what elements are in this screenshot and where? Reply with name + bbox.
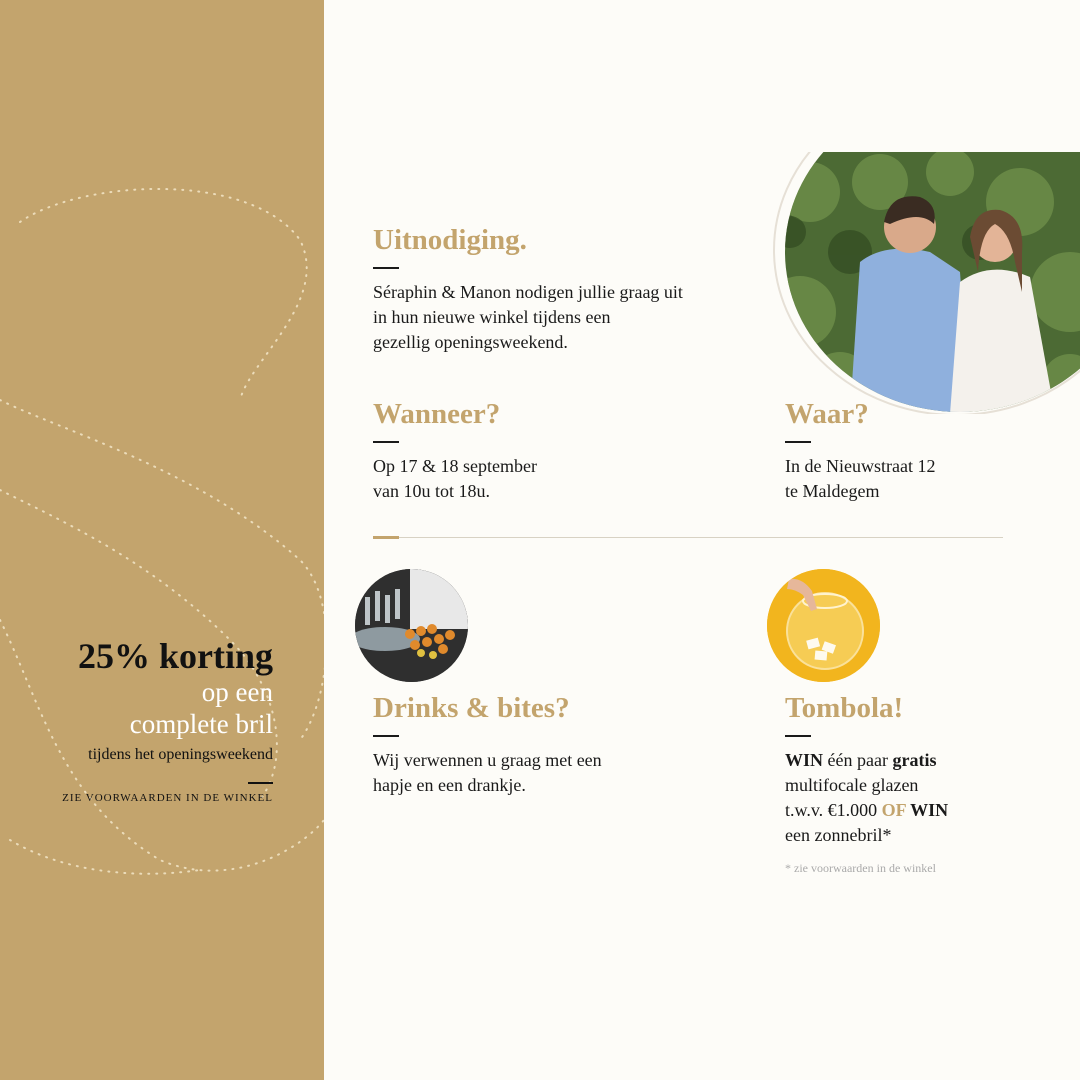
- when-dash: [373, 441, 399, 443]
- couple-photo-illustration: [770, 152, 1080, 414]
- conditions-note: ZIE VOORWAARDEN IN DE WINKEL: [62, 792, 273, 804]
- discount-line-1: op een: [201, 677, 273, 707]
- tombola-photo: [767, 569, 880, 682]
- section-divider: [373, 537, 1003, 538]
- tombola-title: Tombola!: [785, 692, 904, 724]
- drinks-title: Drinks & bites?: [373, 692, 570, 724]
- or-label: OF: [881, 800, 906, 820]
- discount-promo: [62, 636, 273, 804]
- win-label: WIN: [785, 750, 824, 770]
- where-title: Waar?: [785, 398, 869, 430]
- discount-line-3: tijdens het openingsweekend: [88, 746, 273, 763]
- tombola-text: [785, 748, 948, 848]
- tombola-text-1: één paar: [823, 750, 893, 770]
- where-dash: [785, 441, 811, 443]
- drinks-photo: [355, 569, 468, 682]
- couple-photo: [770, 152, 1080, 414]
- discount-headline: 25% korting: [77, 636, 273, 676]
- promo-panel: [0, 0, 324, 1080]
- tombola-dash: [785, 735, 811, 737]
- drinks-illustration: [355, 569, 468, 682]
- where-text: In de Nieuwstraat 12 te Maldegem: [785, 456, 936, 501]
- section-divider-accent: [373, 536, 399, 539]
- tombola-text-4: een zonnebril*: [785, 825, 892, 845]
- drinks-dash: [373, 735, 399, 737]
- when-title: Wanneer?: [373, 398, 501, 430]
- win-label-2: WIN: [906, 800, 949, 820]
- drinks-text: Wij verwennen u graag met een hapje en een drankje.: [373, 750, 602, 795]
- divider-dash: [248, 782, 273, 784]
- tombola-text-2: multifocale glazen: [785, 775, 919, 795]
- invite-title: Uitnodiging.: [373, 224, 527, 256]
- when-text: Op 17 & 18 september van 10u tot 18u.: [373, 456, 537, 501]
- invite-dash: [373, 267, 399, 269]
- discount-line-2: complete bril: [129, 709, 273, 739]
- tombola-text-3: t.w.v. €1.000: [785, 800, 882, 820]
- tombola-illustration: [767, 569, 880, 682]
- tombola-footnote: * zie voorwaarden in de winkel: [785, 861, 936, 875]
- invite-text: Séraphin & Manon nodigen jullie graag uit in hun nieuwe winkel tijdens een gezellig openingsweekend.: [373, 282, 683, 352]
- gratis-label: gratis: [892, 750, 937, 770]
- dotted-lines-decoration: [0, 0, 324, 1080]
